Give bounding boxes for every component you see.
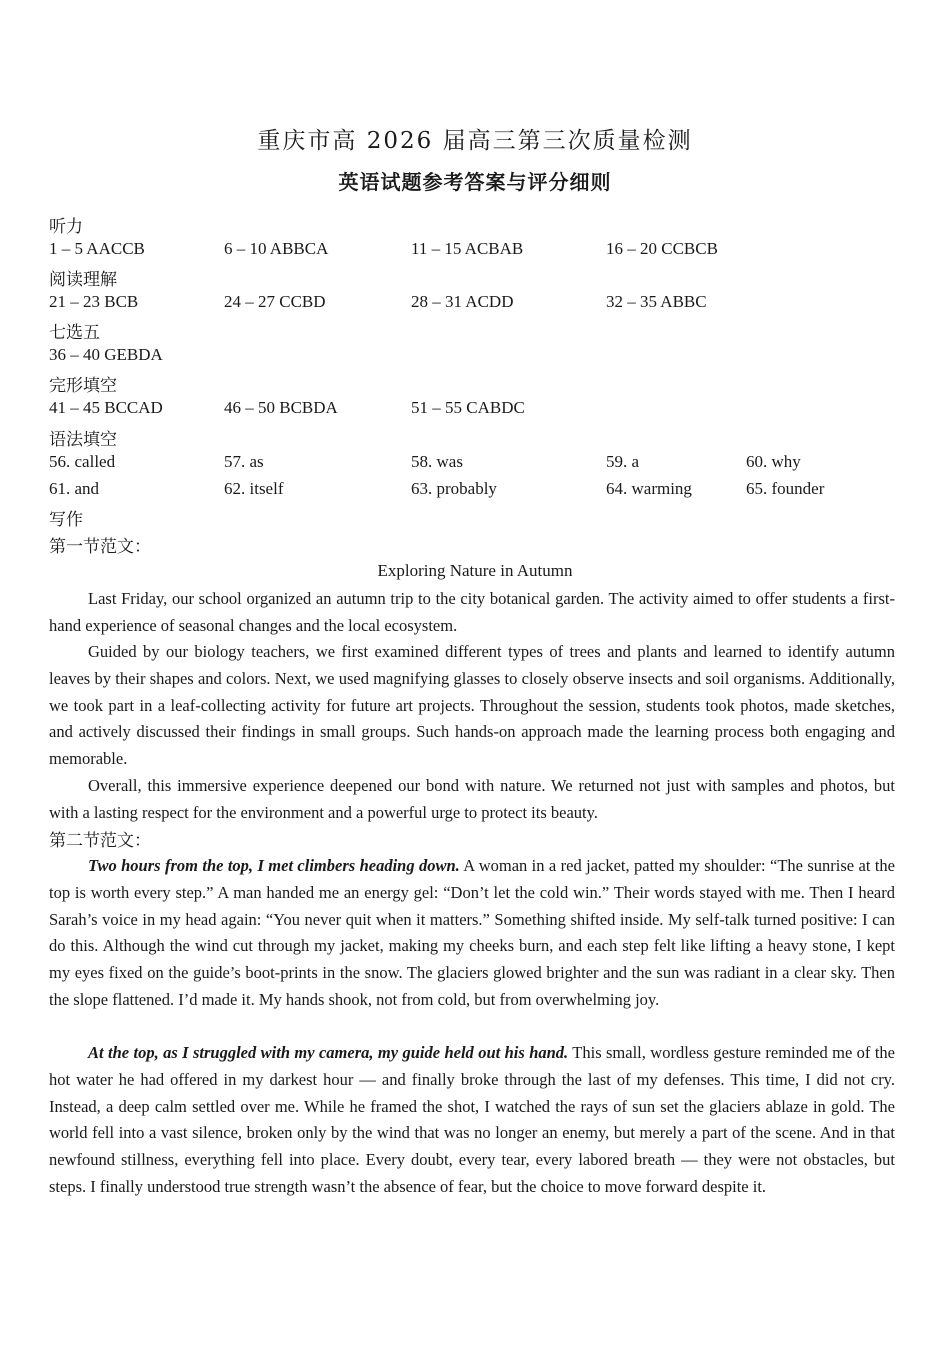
essay1-paragraph-1: Last Friday, our school organized an autumn trip to the city botanical garden. The activity aimed to offer students a first-hand experience of seasonal changes and the local ecosystem.: [49, 589, 895, 635]
writing-part1-label: 第一节范文：: [49, 537, 151, 557]
answer-group: 41 – 45 BCCAD: [49, 398, 163, 417]
section-cloze: 完形填空: [49, 376, 117, 396]
answer-group: 6 – 10 ABBCA: [224, 239, 329, 258]
answer-group: 51 – 55 CABDC: [411, 398, 525, 417]
section-listening: 听力: [49, 217, 83, 237]
answer-item: 59. a: [606, 452, 640, 471]
answer-item: 63. probably: [411, 479, 497, 498]
essay2-lead-sentence-1: Two hours from the top, I met climbers heading down.: [88, 856, 460, 875]
answer-group: 16 – 20 CCBCB: [606, 239, 718, 258]
writing-part2-label: 第二节范文：: [49, 831, 151, 851]
answer-group: 11 – 15 ACBAB: [411, 239, 524, 258]
answer-item: 60. why: [746, 452, 801, 471]
answer-group: 24 – 27 CCBD: [224, 292, 326, 311]
answer-group: 32 – 35 ABBC: [606, 292, 707, 311]
answer-group: 36 – 40 GEBDA: [49, 345, 163, 364]
essay2-body-1: A woman in a red jacket, patted my shoulder: “The sunrise at the top is worth every step.” A man handed me an energy gel: “Don’t let the cold win.” Their words stayed with me. Then I heard Sarah’s voice in my head again: “You never quit when it matters.” Something shifted inside. My self-talk turned positive: I can do this. Although the wind cut through my jacket, making my cheeks burn, and each step felt like lifting a heavy stone, I kept my eyes fixed on the guide’s boot-prints in the snow. The glaciers glowed brighter and the sun was radiant in a clear sky. Then the slope flattened. I’d made it. My hands shook, not from cold, but from overwhelming joy.: [49, 856, 895, 1009]
essay2-lead-sentence-2: At the top, as I struggled with my camera, my guide held out his hand.: [88, 1043, 569, 1062]
answer-item: 64. warming: [606, 479, 692, 498]
answer-group: 1 – 5 AACCB: [49, 239, 145, 258]
answer-group: 46 – 50 BCBDA: [224, 398, 338, 417]
section-writing: 写作: [49, 510, 83, 530]
answer-item: 65. founder: [746, 479, 825, 498]
essay2-body-2: This small, wordless gesture reminded me of the hot water he had offered in my darkest hour — and finally broke through the last of my defenses. This time, I did not cry. Instead, a deep calm settled over me. While he framed the shot, I watched the rays of sun set the glaciers ablaze in gold. The world fell into a vast silence, broken only by the wind that was no longer an enemy, but merely a part of the scene. And in that newfound stillness, everything fell into place. Every doubt, every tear, every labored breath — they were not obstacles, but steps. I finally understood true strength wasn’t the absence of fear, but the choice to move forward despite it.: [49, 1043, 895, 1196]
section-grammar: 语法填空: [49, 430, 117, 450]
section-reading: 阅读理解: [49, 270, 117, 290]
page-title: 重庆市高 2026 届高三第三次质量检测: [257, 128, 693, 154]
answer-group: 28 – 31 ACDD: [411, 292, 514, 311]
section-seven-five: 七选五: [49, 323, 100, 343]
essay-title: Exploring Nature in Autumn: [377, 561, 573, 580]
essay2-paragraph-1: [49, 853, 895, 1014]
answer-item: 61. and: [49, 479, 100, 498]
answer-item: 62. itself: [224, 479, 284, 498]
answer-item: 57. as: [224, 452, 264, 471]
answer-item: 56. called: [49, 452, 116, 471]
page-subtitle: 英语试题参考答案与评分细则: [338, 170, 612, 194]
answer-item: 58. was: [411, 452, 463, 471]
answer-group: 21 – 23 BCB: [49, 292, 139, 311]
essay2-paragraph-2: [49, 1040, 895, 1201]
essay1-paragraph-3: Overall, this immersive experience deepened our bond with nature. We returned not just with samples and photos, but with a lasting respect for the environment and a powerful urge to protect its beauty.: [49, 776, 895, 822]
essay1-paragraph-2: Guided by our biology teachers, we first examined different types of trees and plants and learned to identify autumn leaves by their shapes and colors. Next, we used magnifying glasses to closely observe insects and soil organisms. Additionally, we took part in a leaf-collecting activity for future art projects. Throughout the session, students took photos, made sketches, and actively discussed their findings in small groups. Such hands-on approach made the learning process both engaging and memorable.: [49, 642, 895, 769]
